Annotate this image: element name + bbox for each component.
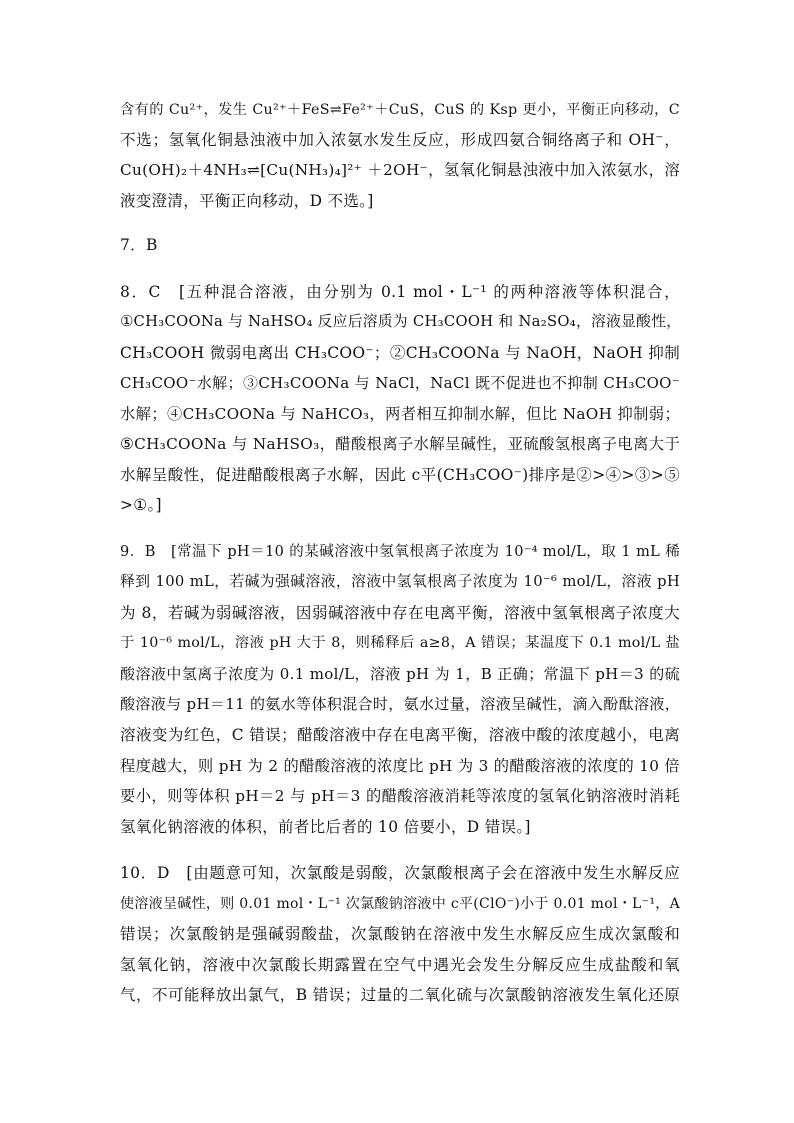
text-line: ①CH₃COONa 与 NaHSO₄ 反应后溶质为 CH₃COOH 和 Na₂SO₄，溶液显酸性， [120,313,682,330]
text-line: 不选；氢氧化铜悬浊液中加入浓氨水发生反应，形成四氨合铜络离子和 OH⁻， [120,131,680,149]
text-line: 释到 100 mL，若碱为强碱溶液，溶液中氢氧根离子浓度为 10⁻⁶ mol/L，溶液 pH [120,573,680,590]
text-line: 水解；④CH₃COONa 与 NaHCO₃，两者相互抑制水解，但比 NaOH 抑制弱； [120,405,680,423]
text-line: 溶液变为红色，C 错误；醋酸溶液中存在电离平衡，溶液中酸的浓度越小，电离 [120,726,680,744]
text-line: 酸溶液中氢离子浓度为 0.1 mol/L，溶液 pH 为 1，B 正确；常温下 pH＝3 的硫 [120,665,680,683]
text-line: 酸溶液与 pH＝11 的氨水等体积混合时，氨水过量，溶液呈碱性，滴入酚酞溶液， [120,695,680,713]
text-line: ⑤CH₃COONa 与 NaHSO₃，醋酸根离子水解呈碱性，亚硫酸氢根离子电离大于 [120,435,680,453]
text-line: CH₃COO⁻水解；③CH₃COONa 与 NaCl，NaCl 既不促进也不抑制 CH₃COO⁻ [120,374,680,392]
text-line: 氢氧化钠溶液的体积，前者比后者的 10 倍要小，D 错误。] [120,818,531,836]
answer-10: 10．D [由题意可知，次氯酸是弱酸，次氯酸根离子会在溶液中发生水解反应 [120,864,680,882]
answer-7: 7．B [120,236,158,254]
text-line: 气，不可能释放出氯气，B 错误；过量的二氧化硫与次氯酸钠溶液发生氧化还原 [120,986,680,1004]
text-line: Cu(OH)₂＋4NH₃⇌[Cu(NH₃)₄]²⁺ ＋2OH⁻，氢氧化铜悬浊液中加入浓氨水，溶 [120,161,680,179]
text-line: 使溶液呈碱性，则 0.01 mol・L⁻¹ 次氯酸钠溶液中 c平(ClO⁻)小于 0.01 mol・L⁻¹，A [120,896,680,912]
text-line: 错误；次氯酸钠是强碱弱酸盐，次氯酸钠在溶液中发生水解反应生成次氯酸和 [120,925,680,943]
text-line: 水解呈酸性，促进醋酸根离子水解，因此 c平(CH₃COO⁻)排序是②>④>③>⑤ [120,466,680,484]
text-line: 于 10⁻⁶ mol/L，溶液 pH 大于 8，则稀释后 a≥8，A 错误；某温度下 0.1 mol/L 盐 [120,635,680,651]
text-line: 为 8，若碱为弱碱溶液，因弱碱溶液中存在电离平衡，溶液中氢氧根离子浓度大 [120,604,680,622]
text-line: 程度越大，则 pH 为 2 的醋酸溶液的浓度比 pH 为 3 的醋酸溶液的浓度的 10 倍 [120,757,680,775]
text-line: 液变澄清，平衡正向移动，D 不选。] [120,192,374,210]
text-line: 要小，则等体积 pH＝2 与 pH＝3 的醋酸溶液消耗等浓度的氢氧化钠溶液时消耗 [120,787,680,805]
text-line: 含有的 Cu²⁺，发生 Cu²⁺＋FeS⇌Fe²⁺＋CuS，CuS 的 Ksp 更小，平衡正向移动，C [120,102,680,118]
text-line: CH₃COOH 微弱电离出 CH₃COO⁻；②CH₃COONa 与 NaOH，NaOH 抑制 [120,344,680,362]
text-line: 氢氧化钠，溶液中次氯酸长期露置在空气中遇光会发生分解反应生成盐酸和氧 [120,956,680,974]
text-line: >①。] [120,496,162,514]
answer-9: 9．B [常温下 pH＝10 的某碱溶液中氢氧根离子浓度为 10⁻⁴ mol/L，取 1 mL 稀 [120,544,680,560]
answer-8: 8．C [五种混合溶液，由分别为 0.1 mol・L⁻¹ 的两种溶液等体积混合， [120,283,680,301]
